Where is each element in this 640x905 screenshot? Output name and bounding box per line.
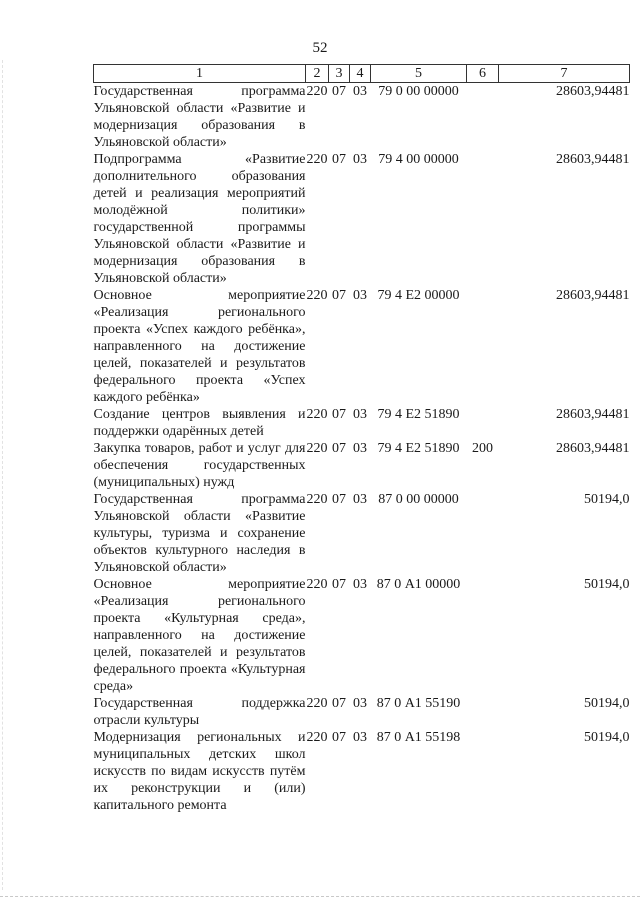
page-number: 52 — [312, 40, 328, 56]
row-expense-type — [467, 729, 499, 814]
row-amount: 50194,0 — [584, 696, 630, 711]
row-section-code: 07 — [332, 152, 346, 167]
row-target-code: 87 0 00 00000 — [378, 492, 459, 507]
row-expense-type — [467, 151, 499, 287]
row-amount: 28603,94481 — [556, 441, 630, 456]
row-expense-type — [467, 491, 499, 576]
row-amount: 28603,94481 — [556, 288, 630, 303]
row-target-code: 87 0 А1 00000 — [376, 577, 461, 592]
table-row — [94, 287, 630, 406]
row-name: Государственная программа Ульяновской области «Развитие культуры, туризма и сохранение объектов культурного наследия в Ульяновской области» — [93, 492, 306, 575]
row-expense-type — [467, 695, 499, 729]
row-subsection-code: 03 — [353, 492, 367, 507]
row-subsection-code: 03 — [353, 441, 367, 456]
table-row — [94, 83, 630, 152]
column-header: 4 — [350, 65, 371, 83]
table-row — [94, 440, 630, 491]
row-subsection-code: 03 — [353, 696, 367, 711]
row-ministry-code: 220 — [306, 696, 328, 711]
row-expense-type — [467, 576, 499, 695]
row-amount: 50194,0 — [584, 730, 630, 745]
row-amount: 28603,94481 — [556, 407, 630, 422]
row-subsection-code: 03 — [353, 730, 367, 745]
column-header: 6 — [467, 65, 499, 83]
row-ministry-code: 220 — [306, 730, 328, 745]
row-subsection-code: 03 — [353, 84, 367, 99]
header-row — [94, 65, 630, 83]
row-section-code: 07 — [332, 288, 346, 303]
column-header: 1 — [94, 65, 306, 83]
scan-edge-left — [2, 60, 3, 890]
row-ministry-code: 220 — [306, 441, 328, 456]
row-ministry-code: 220 — [306, 152, 328, 167]
row-expense-type — [467, 287, 499, 406]
column-header: 7 — [499, 65, 630, 83]
row-name: Создание центров выявления и поддержки одарённых детей — [93, 407, 306, 439]
row-subsection-code: 03 — [353, 152, 367, 167]
column-header: 3 — [329, 65, 350, 83]
row-ministry-code: 220 — [306, 407, 328, 422]
table-row — [94, 151, 630, 287]
scan-edge-bottom — [0, 896, 640, 897]
row-target-code: 87 0 А1 55198 — [376, 730, 461, 745]
table-row — [94, 491, 630, 576]
row-ministry-code: 220 — [306, 84, 328, 99]
row-name: Государственная программа Ульяновской области «Развитие и модернизация образования в Ульяновской области» — [93, 84, 306, 150]
row-ministry-code: 220 — [306, 577, 328, 592]
table-row — [94, 406, 630, 440]
row-expense-type: 200 — [472, 441, 493, 456]
row-name: Модернизация региональных и муниципальных детских школ искусств по видам искусств путём их реконструкции и (или) капитального ремонта — [93, 730, 306, 813]
row-subsection-code: 03 — [353, 288, 367, 303]
row-amount: 50194,0 — [584, 577, 630, 592]
table-row — [94, 729, 630, 814]
table-row — [94, 576, 630, 695]
row-target-code: 79 0 00 00000 — [378, 84, 459, 99]
table-row — [94, 695, 630, 729]
row-subsection-code: 03 — [353, 577, 367, 592]
row-amount: 50194,0 — [584, 492, 630, 507]
column-header: 5 — [371, 65, 467, 83]
row-name: Закупка товаров, работ и услуг для обеспечения государственных (муниципальных) нужд — [93, 441, 306, 490]
row-section-code: 07 — [332, 696, 346, 711]
row-name: Основное мероприятие «Реализация регионального проекта «Культурная среда», направленного на достижение целей, показателей и результатов федерального проекта «Культурная среда» — [93, 577, 306, 694]
row-section-code: 07 — [332, 441, 346, 456]
row-section-code: 07 — [332, 730, 346, 745]
row-section-code: 07 — [332, 492, 346, 507]
row-target-code: 87 0 А1 55190 — [376, 696, 461, 711]
row-section-code: 07 — [332, 577, 346, 592]
row-amount: 28603,94481 — [556, 152, 630, 167]
row-ministry-code: 220 — [306, 288, 328, 303]
row-expense-type — [467, 406, 499, 440]
row-section-code: 07 — [332, 407, 346, 422]
row-ministry-code: 220 — [306, 492, 328, 507]
column-header: 2 — [306, 65, 329, 83]
row-target-code: 79 4 Е2 51890 — [377, 407, 460, 422]
row-expense-type — [467, 83, 499, 152]
row-target-code: 79 4 Е2 00000 — [377, 288, 460, 303]
row-subsection-code: 03 — [353, 407, 367, 422]
budget-table — [93, 64, 630, 814]
row-name: Государственная поддержка отрасли культуры — [93, 696, 306, 728]
row-name: Основное мероприятие «Реализация регионального проекта «Успех каждого ребёнка», направленного на достижение целей, показателей и результатов федерального проекта «Успех каждого ребёнка» — [93, 288, 306, 405]
row-name: Подпрограмма «Развитие дополнительного образования детей и реализация мероприятий молодёжной политики» государственной программы Ульяновской области «Развитие и модернизация образования в Ульяновской области» — [93, 152, 306, 286]
row-section-code: 07 — [332, 84, 346, 99]
row-target-code: 79 4 Е2 51890 — [377, 441, 460, 456]
row-amount: 28603,94481 — [556, 84, 630, 99]
row-target-code: 79 4 00 00000 — [378, 152, 459, 167]
